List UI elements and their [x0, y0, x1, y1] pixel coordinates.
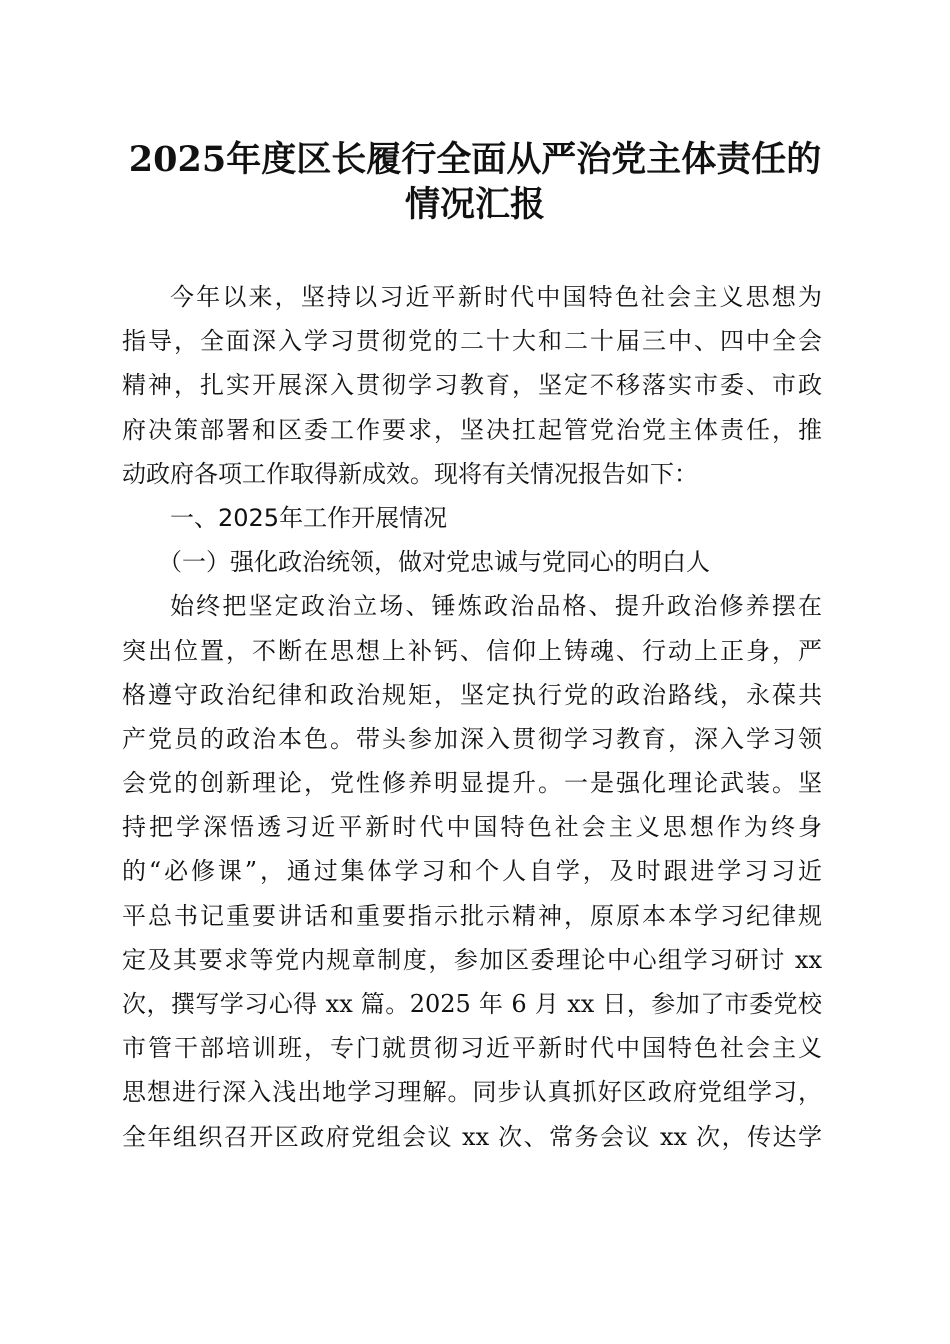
- document-title-line-1: 2025年度区长履行全面从严治党主体责任的: [128, 139, 822, 180]
- body-line: 市管干部培训班，专门就贯彻习近平新时代中国特色社会主义: [122, 1034, 822, 1063]
- body-line: 平总书记重要讲话和重要指示批示精神，原原本本学习纪律规: [122, 901, 822, 930]
- body-line: 产党员的政治本色。带头参加深入贯彻学习教育，深入学习领: [122, 724, 822, 753]
- body-line: 定及其要求等党内规章制度，参加区委理论中心组学习研讨 xx: [122, 945, 822, 974]
- intro-line: 指导，全面深入学习贯彻党的二十大和二十届三中、四中全会: [122, 327, 822, 356]
- body-line: 始终把坚定政治立场、锤炼政治品格、提升政治修养摆在: [170, 592, 822, 621]
- intro-line: 精神，扎实开展深入贯彻学习教育，坚定不移落实市委、市政: [122, 371, 822, 400]
- body-line: 次，撰写学习心得 xx 篇。2025 年 6 月 xx 日，参加了市委党校: [122, 990, 822, 1018]
- body-line: 持把学深悟透习近平新时代中国特色社会主义思想作为终身: [122, 813, 822, 842]
- intro-line: 今年以来，坚持以习近平新时代中国特色社会主义思想为: [170, 283, 822, 311]
- body-line: 会党的创新理论，党性修养明显提升。一是强化理论武装。坚: [122, 769, 822, 798]
- body-line: 思想进行深入浅出地学习理解。同步认真抓好区政府党组学习，: [122, 1078, 822, 1107]
- intro-line: 动政府各项工作取得新成效。现将有关情况报告如下：: [122, 459, 698, 488]
- body-line: 突出位置，不断在思想上补钙、信仰上铸魂、行动上正身，严: [122, 636, 822, 665]
- document-title-line-2: 情况汇报: [404, 184, 545, 225]
- subsection-heading: （一）强化政治统领，做对党忠诚与党同心的明白人: [158, 548, 710, 577]
- document-body: [122, 275, 822, 1159]
- body-line: 的“必修课”，通过集体学习和个人自学，及时跟进学习习近: [122, 857, 822, 886]
- intro-line: 府决策部署和区委工作要求，坚决扛起管党治党主体责任，推: [122, 415, 822, 444]
- body-line: 全年组织召开区政府党组会议 xx 次、常务会议 xx 次，传达学: [122, 1122, 822, 1151]
- section-heading: 一、2025年工作开展情况: [170, 503, 448, 532]
- body-line: 格遵守政治纪律和政治规矩，坚定执行党的政治路线，永葆共: [122, 680, 822, 709]
